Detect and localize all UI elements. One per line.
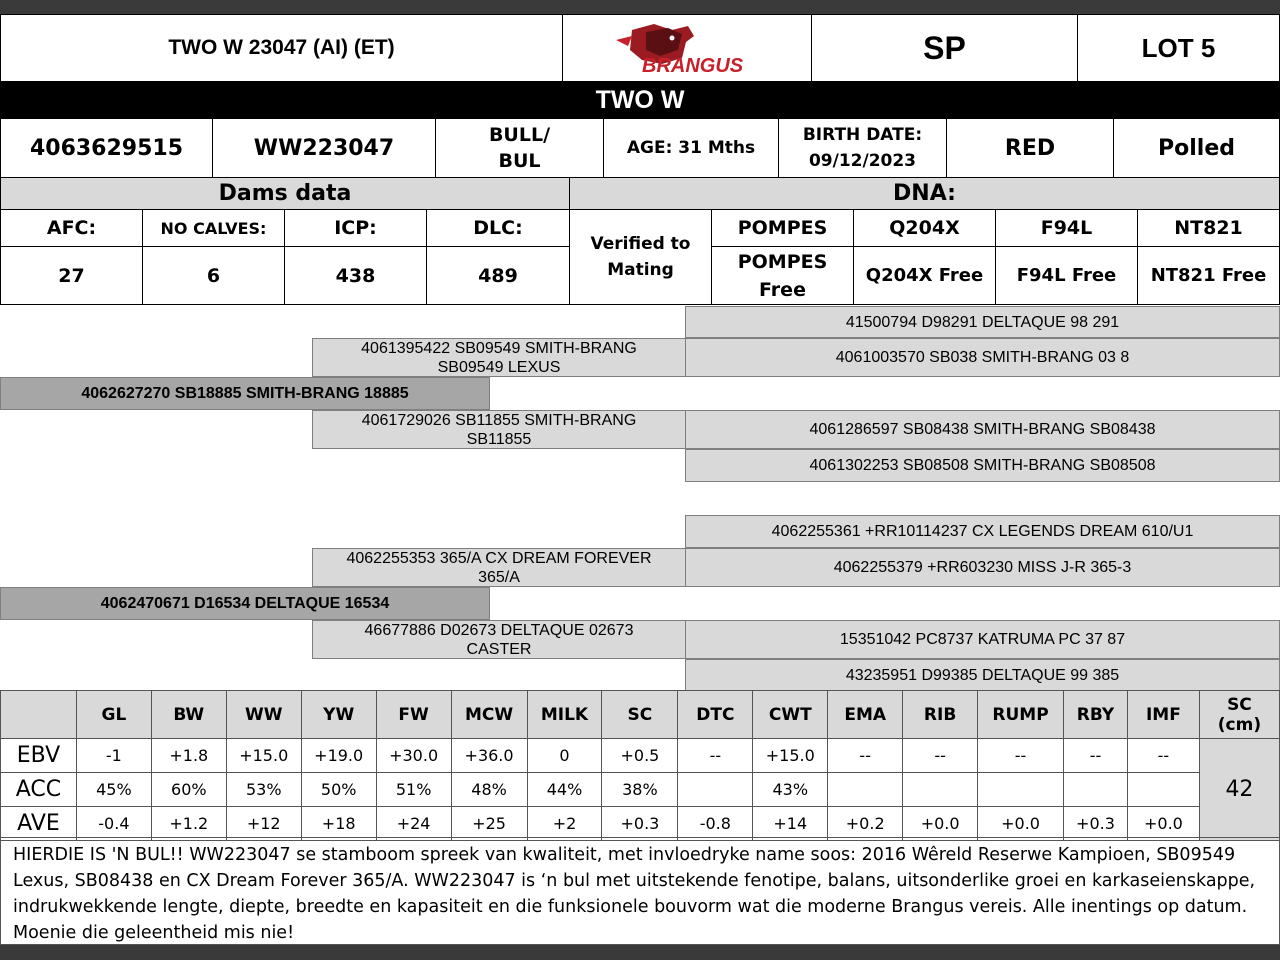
- ave-cell: -0.4: [76, 807, 151, 841]
- ebv-cell: 0: [527, 739, 602, 773]
- ebv-cell: --: [978, 739, 1064, 773]
- pedigree-sdd: 4061302253 SB08508 SMITH-BRANG SB08508: [685, 449, 1280, 482]
- pedigree-dam: 4062470671 D16534 DELTAQUE 16534: [0, 587, 490, 620]
- acc-cell: 50%: [301, 773, 376, 807]
- acc-cell: 44%: [527, 773, 602, 807]
- lot-number: LOT 5: [1077, 14, 1280, 82]
- acc-cell: [828, 773, 903, 807]
- acc-cell: [1127, 773, 1199, 807]
- dna-result-q204x: Q204X Free: [853, 246, 996, 305]
- ebv-cell: +15.0: [753, 739, 828, 773]
- dna-test-nt821: NT821: [1137, 209, 1280, 247]
- sex-line-1: BULL/: [488, 124, 551, 146]
- ebv-cell: +0.5: [602, 739, 678, 773]
- ebv-cell: --: [828, 739, 903, 773]
- dna-result-pompes: POMPES Free: [711, 246, 854, 305]
- trait-header: RBY: [1064, 691, 1128, 739]
- dlc-label: DLC:: [426, 209, 570, 247]
- birth-date-value: 09/12/2023: [808, 151, 917, 171]
- animal-name: TWO W 23047 (AI) (ET): [0, 14, 563, 82]
- row-label-ave: AVE: [1, 807, 77, 841]
- birth-date-label: BIRTH DATE:: [802, 125, 923, 145]
- pedigree-ssd: 4061003570 SB038 SMITH-BRANG 03 8: [685, 338, 1280, 377]
- ebv-row: [1, 739, 1280, 773]
- ebv-cell: --: [903, 739, 978, 773]
- pedigree-sire-sire: 4061395422 SB09549 SMITH-BRANG SB09549 LEXUS: [312, 338, 686, 377]
- registration-number: 4063629515: [0, 118, 213, 178]
- ave-cell: +0.3: [1064, 807, 1128, 841]
- sex: [435, 118, 604, 178]
- ave-cell: +14: [753, 807, 828, 841]
- ebv-cell: +30.0: [376, 739, 451, 773]
- acc-cell: 43%: [753, 773, 828, 807]
- trait-header: RIB: [903, 691, 978, 739]
- pedigree-sire-dam: 4061729026 SB11855 SMITH-BRANG SB11855: [312, 410, 686, 449]
- ave-cell: +24: [376, 807, 451, 841]
- ebv-cell: +19.0: [301, 739, 376, 773]
- trait-header: MILK: [527, 691, 602, 739]
- pedigree-sire: 4062627270 SB18885 SMITH-BRANG 18885: [0, 377, 490, 410]
- pedigree-dam-sire: 4062255353 365/A CX DREAM FOREVER 365/A: [312, 548, 686, 587]
- no-calves-label: NO CALVES:: [142, 209, 285, 247]
- age: AGE: 31 Mths: [603, 118, 779, 178]
- verified-line-1: Verified to: [590, 234, 691, 254]
- dna-test-q204x: Q204X: [853, 209, 996, 247]
- ave-cell: +2: [527, 807, 602, 841]
- trait-header: CWT: [753, 691, 828, 739]
- pedigree-sds: 4061286597 SB08438 SMITH-BRANG SB08438: [685, 410, 1280, 449]
- trait-header: MCW: [451, 691, 527, 739]
- trait-header: FW: [376, 691, 451, 739]
- row-label-acc: ACC: [1, 773, 77, 807]
- ave-cell: +18: [301, 807, 376, 841]
- animal-id: WW223047: [212, 118, 436, 178]
- acc-cell: [1064, 773, 1128, 807]
- icp-value: 438: [284, 246, 427, 305]
- acc-cell: 53%: [226, 773, 301, 807]
- trait-header: SC: [602, 691, 678, 739]
- acc-cell: 45%: [76, 773, 151, 807]
- pedigree-dds: 15351042 PC8737 KATRUMA PC 37 87: [685, 620, 1280, 659]
- ebv-cell: +1.8: [151, 739, 226, 773]
- acc-cell: 48%: [451, 773, 527, 807]
- ebv-cell: +15.0: [226, 739, 301, 773]
- ebv-cell: --: [678, 739, 753, 773]
- trait-header: YW: [301, 691, 376, 739]
- birth-date: [778, 118, 947, 178]
- dams-data-title: Dams data: [0, 177, 570, 210]
- sc-cm-header: SC (cm): [1199, 691, 1279, 739]
- ave-cell: +0.3: [602, 807, 678, 841]
- ebv-cell: --: [1064, 739, 1128, 773]
- trait-header: IMF: [1127, 691, 1199, 739]
- acc-cell: [678, 773, 753, 807]
- acc-row: [1, 773, 1280, 807]
- ebv-cell: -1: [76, 739, 151, 773]
- horn-status: Polled: [1113, 118, 1280, 178]
- status-badge: SP: [811, 14, 1078, 82]
- ave-cell: +0.0: [1127, 807, 1199, 841]
- no-calves-value: 6: [142, 246, 285, 305]
- colour: RED: [946, 118, 1114, 178]
- trait-header: DTC: [678, 691, 753, 739]
- dna-test-pompes: POMPES: [711, 209, 854, 247]
- row-label-ebv: EBV: [1, 739, 77, 773]
- ave-cell: +25: [451, 807, 527, 841]
- ebv-cell: --: [1127, 739, 1199, 773]
- pedigree-dss: 4062255361 +RR10114237 CX LEGENDS DREAM 610/U1: [685, 515, 1280, 548]
- trait-header: BW: [151, 691, 226, 739]
- description: HIERDIE IS 'N BUL!! WW223047 se stamboom spreek van kwaliteit, met invloedryke name soos: 2016 Wêreld Reserwe Kampioen, SB09549 Lexus, SB08438 en CX Dream Forever 365/A. WW223047 is ‘n bul met uitstekende fenotipe, balans, uitsonderlike groei en karkaseienskappe, indrukwekkende lengte, diepte, breedte en kapasiteit en die funksionele bouvorm wat die moderne Brangus vereis. Alle inentings op datum. Moenie die geleentheid mis nie!: [0, 837, 1280, 945]
- dna-test-f94l: F94L: [995, 209, 1138, 247]
- trait-header: WW: [226, 691, 301, 739]
- dna-title: DNA:: [569, 177, 1280, 210]
- bull-logo-icon: [602, 20, 772, 76]
- verified-to-mating: [569, 209, 712, 305]
- icp-label: ICP:: [284, 209, 427, 247]
- trait-header: RUMP: [978, 691, 1064, 739]
- ebv-table: [0, 690, 1280, 841]
- verified-line-2: Mating: [607, 260, 674, 280]
- ave-cell: +1.2: [151, 807, 226, 841]
- logo-text: BRANGUS: [642, 55, 744, 76]
- dlc-value: 489: [426, 246, 570, 305]
- dna-result-f94l: F94L Free: [995, 246, 1138, 305]
- brangus-logo: [562, 14, 812, 82]
- trait-header: EMA: [828, 691, 903, 739]
- acc-cell: 38%: [602, 773, 678, 807]
- afc-label: AFC:: [0, 209, 143, 247]
- acc-cell: [978, 773, 1064, 807]
- afc-value: 27: [0, 246, 143, 305]
- ave-cell: +12: [226, 807, 301, 841]
- ave-cell: +0.0: [978, 807, 1064, 841]
- ave-cell: +0.2: [828, 807, 903, 841]
- pedigree-dam-dam: 46677886 D02673 DELTAQUE 02673 CASTER: [312, 620, 686, 659]
- acc-cell: 60%: [151, 773, 226, 807]
- ave-row: [1, 807, 1280, 841]
- acc-cell: [903, 773, 978, 807]
- ebv-header-row: [1, 691, 1280, 739]
- pedigree-sss: 41500794 D98291 DELTAQUE 98 291: [685, 306, 1280, 338]
- pedigree-ddd: 43235951 D99385 DELTAQUE 99 385: [685, 659, 1280, 691]
- ebv-corner: [1, 691, 77, 739]
- sex-line-2: BUL: [498, 150, 541, 172]
- trait-header: GL: [76, 691, 151, 739]
- acc-cell: 51%: [376, 773, 451, 807]
- lot-card: [0, 14, 1280, 945]
- ave-cell: +0.0: [903, 807, 978, 841]
- dna-result-nt821: NT821 Free: [1137, 246, 1280, 305]
- pedigree-dsd: 4062255379 +RR603230 MISS J-R 365-3: [685, 548, 1280, 587]
- sc-cm-value: 42: [1199, 739, 1279, 841]
- breeder-bar: TWO W: [0, 82, 1280, 118]
- ave-cell: -0.8: [678, 807, 753, 841]
- ebv-cell: +36.0: [451, 739, 527, 773]
